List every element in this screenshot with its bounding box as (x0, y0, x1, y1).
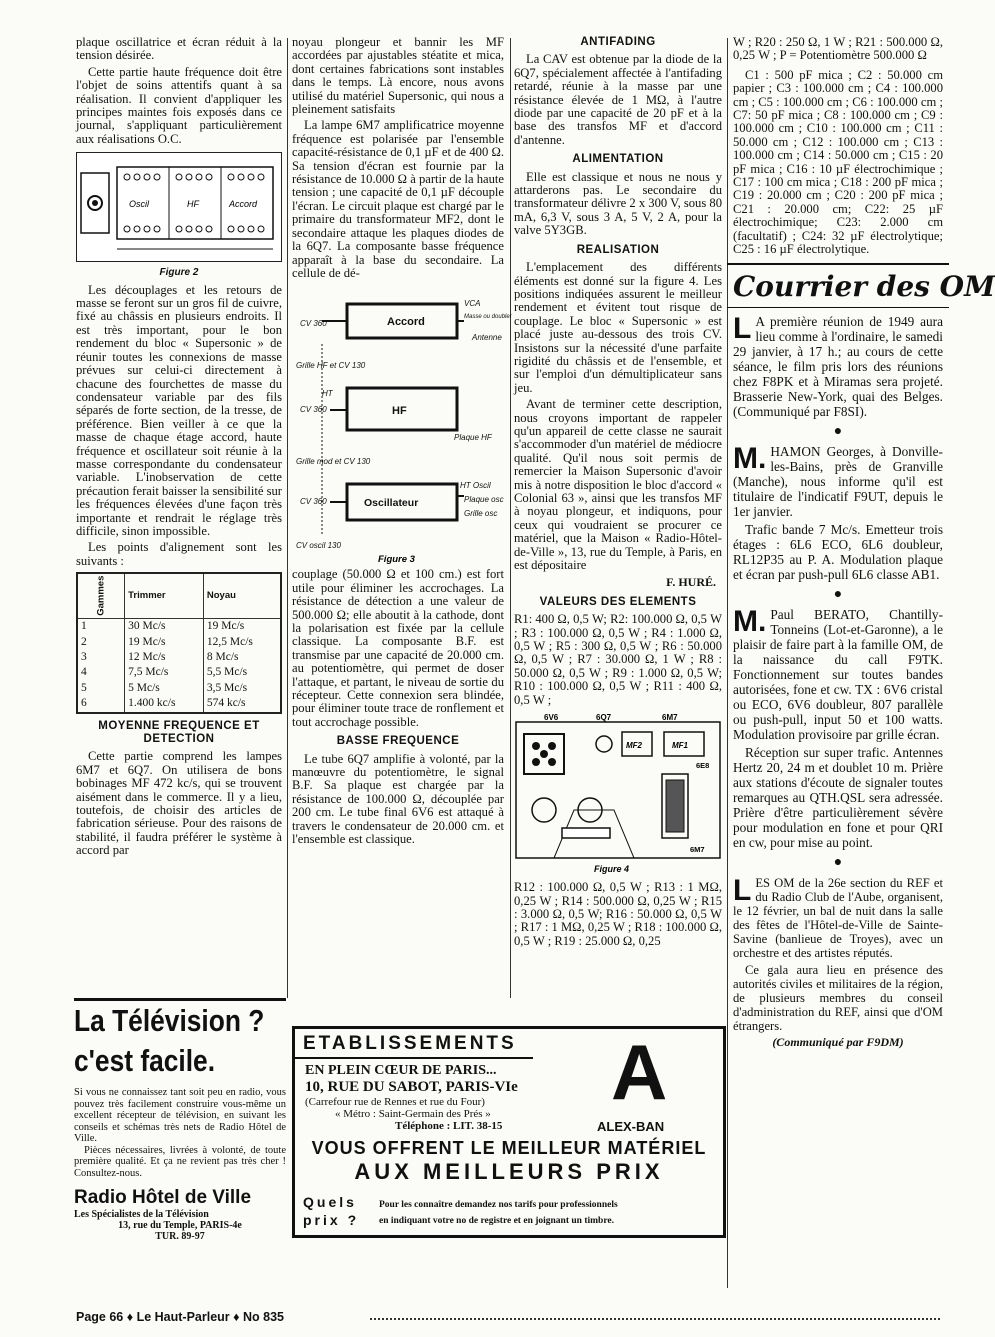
ad-tv-tagline: Les Spécialistes de la Télévision (74, 1209, 209, 1220)
fig4-label: 6Q7 (596, 713, 612, 723)
news-signature: (Communiqué par F9DM) (772, 1034, 904, 1049)
fig4-label: 6M7 (662, 713, 678, 723)
ad-alex-fine-1: Pour les connaître demandez nos tarifs pour professionnels (379, 1200, 618, 1210)
section-heading: MOYENNE FREQUENCE ET DETECTION (98, 719, 260, 746)
figure-2-drawing (77, 153, 281, 259)
section-heading: VALEURS DES ELEMENTS (539, 595, 697, 608)
column-rule (287, 38, 288, 998)
ad-tv-body: Si vous ne connaissez tant soit peu en radio, vous pouvez très facilement construire vous-même un excellent récepteur de télévision, en suivant les conseils et schémas très nets de Radio Hôtel de Ville. (74, 1087, 286, 1144)
fig4-label: 6V6 (544, 713, 559, 723)
paragraph: La lampe 6M7 amplificatrice moyenne fréquence est polarisée par l'ensemble capacité-résistance de 0,1 µF et de 400 Ω. Sa tension d'écran est fournie par la résistance de 10.000 Ω à partir de la haute tension ; une capacité de 0,1 µF découple l'écran. Le circuit plaque est chargé par le primaire du transformateur MF2, dont le secondaire attaque les plaques diodes de la 6Q7. La composante basse fréquence apparaît à la base du secondaire. La cellule de dé- (292, 118, 504, 280)
figure-4-drawing (514, 710, 722, 878)
paragraph: R1: 400 Ω, 0,5 W; R2: 100.000 Ω, 0,5 W ; R3 : 100.000 Ω, 0,5 W ; R4 : 1.000 Ω, 0,5 W ; R5 : 300 Ω, 0,5 W ; R6 : 50.000 Ω, 0,5 W ; R7 : 30.000 Ω, 1 W ; R8 : 50.000 Ω, 0,5 W ; R9 : 1.000 Ω, 0,5 W; R10 : 100.000 Ω, 0,5 W ; R11 : 400 Ω, 0,5 W ; (514, 612, 722, 707)
column-2 (292, 35, 512, 991)
intro-text: plaque oscillatrice et écran réduit à la tension désirée. (76, 35, 282, 63)
fig4-label: 6M7 (690, 845, 705, 855)
table-row: 4 7,5 Mc/s 5,5 Mc/s (77, 665, 281, 680)
fig3-block-label: Oscillateur (364, 497, 419, 510)
fig3-label: CV oscil 130 (296, 541, 341, 551)
ad-tv-title-2: c'est facile. (74, 1043, 216, 1078)
ad-alex-brand: ALEX-BAN (597, 1119, 665, 1134)
ad-alex-slogan-1: VOUS OFFRENT LE MEILLEUR MATÉRIEL (311, 1138, 707, 1158)
paragraph: noyau plongeur et bannir les MF accordées par ajustables stéatite et mica, dont certaines fabrications sont instables dans le temps. Là encore, nous avons utilisé du matériel Supersonic, qui nous a pleinement satisfaits (292, 35, 504, 117)
news-item: Réception sur super trafic. Antennes Hertz 20, 24 m et doublet 10 m. Prière aux stations d'écoute de signaler toutes remarques au QTH.QSL sera adressée. Prière d'être particulièrement sévère pour modulation en fone et pour QRI en cw, pour mise au point. (733, 745, 943, 851)
paragraph: couplage (50.000 Ω et 100 cm.) est fort utile pour éliminer les accrochages. La résistance de détection a une valeur de 500.000 Ω; elle aboutit à la cathode, dont la polarisation est fixée par la cellule classique. La composante B.F. est transmise par une capacité de 20.000 cm. au potentiomètre, qui permet de doser l'attaque, et partant, le niveau de sortie du récepteur. Cette connexion sera blindée, pour éliminer toute trace de ronflement et tout accrochage possible. (292, 567, 504, 729)
table-row: 6 1.400 kc/s 574 kc/s (77, 696, 281, 712)
fig3-label: Plaque osc (464, 495, 504, 505)
news-item: A première réunion de 1949 aura lieu comme à l'ordinaire, le samedi 29 janvier, à 17 h.; au cours de cette séance, le film pris lors des réunions chez F8PK et à Miramas sera projeté. Brasserie New-York, quai des Belges. (Communiqué par F8SI). (733, 313, 943, 419)
ad-television (74, 998, 286, 1298)
ad-alex-line2: 10, RUE DU SABOT, PARIS-VIe (305, 1079, 518, 1095)
fig3-block-label: HF (392, 405, 407, 418)
paragraph: C1 : 500 pF mica ; C2 : 50.000 cm papier ; C3 : 100.000 cm ; C4 : 100.000 cm ; C5 : 100.000 cm ; C6 : 100.000 cm ; C7: 50 pF mica ; C8 : 100.000 cm ; C9 : 100.000 cm ; C10 : 100.000 cm ; C11 : 50.000 cm ; C12 : 100.000 cm ; C13 : 100.000 cm ; C14 : 50.000 cm ; C15 : 20 pF mica ; C16 : 10 µF électrochimique ; C17 : 100 cm mica ; C18 : 200 pF mica ; C19 : 20.000 cm ; C20 : 200 pF mica ; C21 : 20.000 cm; C22: 25 µF électrochimique; C23: 2.000 cm (facultatif) ; C24: 32 µF électrolytique; C25 : 16 µF électrolytique. (733, 67, 943, 257)
ad-alex-line1: EN PLEIN CŒUR DE PARIS... (305, 1063, 497, 1078)
paragraph: W ; R20 : 250 Ω, 1 W ; R21 : 500.000 Ω, 0,25 W ; P = Potentiomètre 500.000 Ω (733, 35, 943, 63)
fig3-label: Grille mod et CV 130 (296, 457, 371, 467)
table-row: 2 19 Mc/s 12,5 Mc/s (77, 635, 281, 650)
fig3-label: Grille HF et CV 130 (296, 361, 366, 371)
fig2-label: Accord (229, 199, 258, 210)
table-header: Gammes (77, 573, 125, 619)
ad-tv-brand: Radio Hôtel de Ville (74, 1187, 252, 1208)
ad-alex-title: ETABLISSEMENTS (295, 1029, 533, 1059)
news-item: HAMON Georges, à Donville-les-Bains, près de Granville (Manche), nous informe qu'il est titulaire de l'indicatif F9UT, depuis le 1er janvier. (733, 443, 943, 519)
ad-tv-body-2: Pièces nécessaires, livrées à volonté, de toute première qualité. Et ça ne revient pas très cher ! Consultez-nous. (74, 1144, 286, 1179)
fig3-label: Plaque HF (454, 433, 492, 443)
column-3 (514, 36, 722, 991)
paragraph: Cette partie comprend les lampes 6M7 et 6Q7. On utilisera de bons bobinages MF 472 kc/s, qui se trouvent aisément dans le commerce. Il y a lieu, toutefois, de choisir des articles de fabrication sérieuse. Pour des raisons de stabilité, il faudra préférer le système à accord par (76, 749, 282, 858)
fig3-label: CV 360 (300, 405, 327, 415)
news-item: Ce gala aura lieu en présence des autorités civiles et militaires de la région, de plusieurs membres du conseil d'administration du REF, ainsi que d'OM étrangers. (733, 962, 943, 1033)
column-1 (76, 36, 282, 991)
fig3-label: Masse ou doubler (464, 314, 512, 321)
paragraph: Avant de terminer cette description, nous croyons important de rappeler qu'un appareil de cette classe ne saurait s'accommoder d'un matériel de médiocre qualité. Qu'il nous soit permis de remercier la Maison Supersonic d'avoir mis à notre disposition le bloc d'accord « Colonial 63 », ainsi que les transfos MF à noyau plongeur, et indiquons, pour ceux qui voudraient se procurer ce matériel, que la Maison « Radio-Hôtel-de-Ville », 13, rue du Temple, à Paris, en est dépositaire (514, 397, 722, 573)
page-footer: Page 66 ♦ Le Haut-Parleur ♦ No 835 (76, 1310, 284, 1324)
drop-cap: L (733, 873, 752, 907)
alignment-table (76, 572, 282, 713)
fig3-label: HT (322, 389, 333, 399)
news-item: Paul BERATO, Chantilly-Tonneins (Lot-et-Garonne), a le plaisir de faire part à la famille OM, de la naissance du call F9TK. Fonctionnement sur toutes bandes autorisées, fone et cw. TX : 6V6 cristal ou ECO, 6V6 doubleur, 807 parallèle ou push-pull, input 50 et 100 watts. Modulation provisoire par grille écran. (733, 607, 943, 743)
footer-rule (370, 1318, 940, 1324)
ad-tv-address: 13, rue du Temple, PARIS-4e (118, 1220, 242, 1231)
fig3-label: HT Oscil (460, 481, 491, 491)
paragraph: Le tube 6Q7 amplifie à volonté, par la manœuvre du potentiomètre, le signal B.F. Sa plaque est chargée par la résistance de 100.000 Ω, découplée par 200 cm. Le tube final 6V6 est attaqué à travers le condensateur de 20.000 cm. et l'ensemble est classique. (292, 751, 504, 847)
ad-alex-line3: (Carrefour rue de Rennes et rue du Four) (305, 1096, 485, 1108)
figure-3-drawing (292, 284, 512, 566)
ad-alex-big-letter: A (611, 1028, 668, 1116)
paragraph: Elle est classique et nous ne nous y attarderons pas. Le secondaire du transformateur délivre 2 x 300 V, sous 80 mA, 6,3 V, sous 3 A, 5 V, 2 A, pour la valve 5Y3GB. (514, 169, 722, 238)
paragraph: La CAV est obtenue par la diode de la 6Q7, spécialement affectée à l'antifading retardé, réunie à la masse par une résistance élevée de 1 MΩ, à l'autre diode par une capacité de 20 pF et à la base des transfos MF et d'accord d'antenne. (514, 52, 722, 147)
fig4-label: 6E8 (696, 761, 710, 771)
section-heading: BASSE FREQUENCE (336, 735, 460, 748)
table-row: 1 30 Mc/s 19 Mc/s (77, 619, 281, 635)
paragraph: L'emplacement des différents éléments est donné sur la figure 4. Les positions indiquées assurent le meilleur rendement et évitent tout risque de couplage. Le bloc « Supersonic » est placé juste au-dessous des trois CV. Insistons sur la nécessité d'une parfaite rigidité du châssis et de l'ensemble, et sur l'emploi d'un démultiplicateur sans jeu. (514, 260, 722, 395)
separator-dot: ● (833, 423, 843, 439)
ad-alex-fine-2: en indiquant votre no de registre et en joignant un timbre. (379, 1216, 614, 1226)
table-header: Noyau (203, 573, 281, 619)
author-signature: F. HURÉ. (666, 575, 716, 590)
ad-alex-line5: Téléphone : LIT. 38-15 (395, 1120, 503, 1132)
ad-alex-line4: « Métro : Saint-Germain des Prés » (335, 1108, 491, 1120)
ad-alex-slogan-2: AUX MEILLEURS PRIX (354, 1159, 664, 1184)
fig3-label: Grille osc (464, 509, 498, 519)
paragraph: Les points d'alignement sont les suivants : (76, 540, 282, 568)
ad-alex-ban (292, 1026, 726, 1238)
figure-4-caption: Figure 4 (594, 864, 630, 875)
table-header: Trimmer (125, 573, 204, 619)
ad-tv-title-1: La Télévision ? (74, 1003, 265, 1038)
figure-2-caption: Figure 2 (159, 267, 199, 279)
separator-dot: ● (833, 586, 843, 602)
paragraph: Cette partie haute fréquence doit être l'objet de soins attentifs quant à sa réalisation. Il convient d'appliquer les principes maintes fois exposés dans ce journal, s'appliquant particulièrement aux réalisations O.C. (76, 64, 282, 146)
figure-2 (76, 152, 282, 262)
fig3-label: VCA (464, 299, 481, 309)
table-row: 5 5 Mc/s 3,5 Mc/s (77, 681, 281, 696)
ad-alex-question-2: prix ? (303, 1212, 360, 1228)
fig3-label: Antenne (472, 333, 502, 343)
column-rule (727, 38, 728, 1288)
paragraph: Les découplages et les retours de masse se feront sur un gros fil de cuivre, fixé au châssis en plusieurs endroits. Il est très important, pour le bon rendement du bloc « Supersonic » de réunir toutes les connexions de masse prévues sur celui-ci directement à chacune des fourchettes de masse du condensateur variable par des fils séparés de forte section, de la tresse, de préférence. Bien veiller à ce que la masse de chaque étage accord, haute fréquence et oscillateur soit réunie à la masse correspondante du condensateur variable. L'inobservation de cette précaution ferait baisser la sensibilité sur les fréquences élevées d'une façon très importante et rendrait le réglage très difficile, sinon impossible. (76, 282, 282, 538)
fig2-label: Oscil (129, 199, 149, 210)
news-item: Trafic bande 7 Mc/s. Emetteur trois étages : 6L6 ECO, 6L6 doubleur, RL12P35 au P. A. Modulation plaque et écran par push-pull 6L6 classe AB1. (733, 521, 943, 582)
drop-cap: M. (733, 441, 767, 475)
section-heading: ALIMENTATION (572, 153, 664, 166)
section-heading: REALISATION (576, 243, 660, 256)
separator-dot: ● (833, 855, 843, 871)
ad-alex-question-1: Quels (303, 1194, 357, 1210)
section-title-courrier: Courrier des OM (733, 269, 995, 303)
fig3-label: CV 360 (300, 319, 327, 329)
news-item: ES OM de la 26e section du REF et du Radio Club de l'Aube, organisent, le 12 février, un bal de nuit dans la salle des fêtes de l'Hôtel-de-Ville de Sainte-Savine (banlieue de Troyes), avec un orchestre et des artistes réputés. (733, 875, 943, 960)
section-heading: ANTIFADING (580, 36, 656, 48)
figure-3 (292, 284, 512, 566)
table-row: 3 12 Mc/s 8 Mc/s (77, 650, 281, 665)
column-rule (510, 38, 511, 998)
drop-cap: M. (733, 605, 767, 639)
column-4 (733, 35, 995, 1291)
fig4-label: MF1 (672, 741, 688, 751)
figure-3-caption: Figure 3 (378, 554, 415, 566)
figure-4 (514, 710, 722, 878)
paragraph: R12 : 100.000 Ω, 0,5 W ; R13 : 1 MΩ, 0,25 W ; R14 : 500.000 Ω, 0,25 W ; R15 : 3.000 Ω, 0,5 W; R16 : 50.000 Ω, 0,5 W ; R17 : 1 MΩ, 0,25 W ; R18 : 100.000 Ω, 0,5 W ; R19 : 25.000 Ω, 0,25 (514, 880, 722, 948)
fig2-label: HF (187, 199, 199, 210)
drop-cap: L (733, 311, 752, 345)
ad-tv-phone: TUR. 89-97 (155, 1231, 205, 1242)
fig3-label: CV 360 (300, 497, 327, 507)
fig4-label: MF2 (626, 741, 642, 751)
fig3-block-label: Accord (387, 316, 425, 329)
